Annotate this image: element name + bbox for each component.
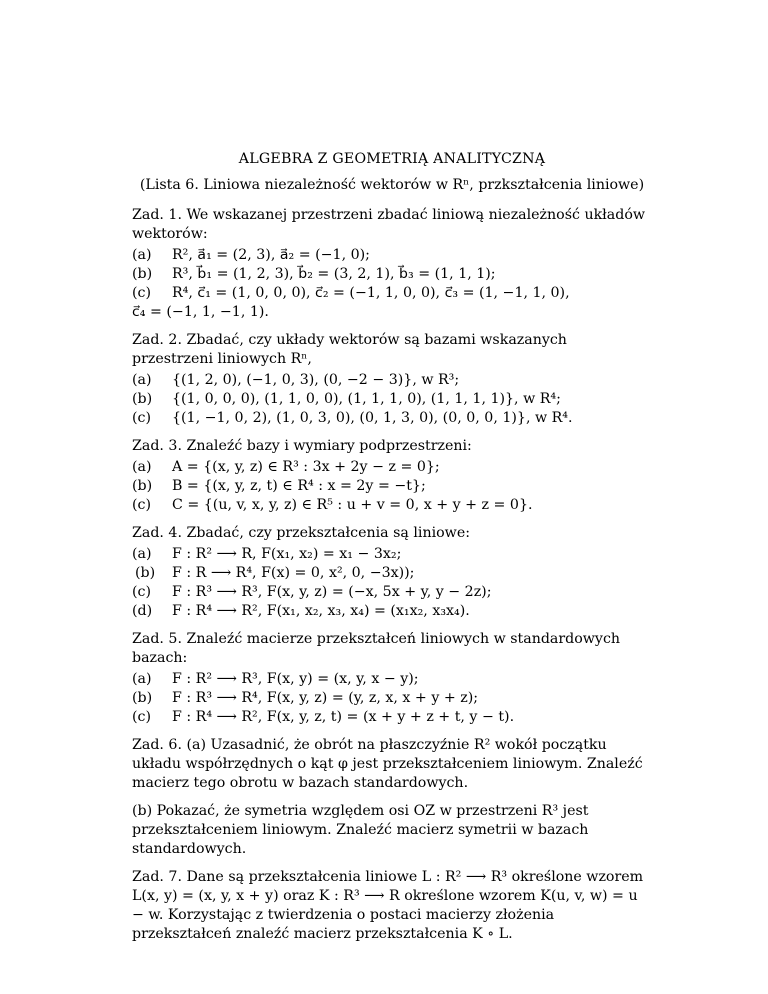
exercise-2 bbox=[132, 331, 652, 428]
item-label: (c) bbox=[132, 497, 152, 513]
exercise-5-item-a bbox=[132, 670, 652, 689]
item-label: (d) bbox=[132, 603, 153, 619]
exercise-3-item-c bbox=[132, 496, 652, 515]
document-content bbox=[132, 150, 652, 944]
item-label: (c) bbox=[132, 709, 152, 725]
item-text: F : R² ⟶ R, F(x₁, x₂) = x₁ − 3x₂; bbox=[172, 546, 402, 562]
item-text: A = {(x, y, z) ∈ R³ : 3x + 2y − z = 0}; bbox=[172, 459, 440, 475]
exercise-2-item-b bbox=[132, 390, 652, 409]
exercise-6-part-b: (b) Pokazać, że symetria względem osi OZ w przestrzeni R³ jest przekształceniem liniowym. Znaleźć macierz symetrii w bazach standardowych. bbox=[132, 803, 589, 857]
exercise-4-item-a bbox=[132, 545, 652, 564]
exercise-1-continuation: c⃗₄ = (−1, 1, −1, 1). bbox=[132, 304, 269, 320]
item-text: F : R² ⟶ R³, F(x, y) = (x, y, x − y); bbox=[172, 671, 419, 687]
exercise-7 bbox=[132, 868, 652, 944]
exercise-3-item-a bbox=[132, 458, 652, 477]
exercise-5-item-c bbox=[132, 708, 652, 727]
exercise-3-item-b bbox=[132, 477, 652, 496]
item-text: B = {(x, y, z, t) ∈ R⁴ : x = 2y = −t}; bbox=[172, 478, 426, 494]
exercise-7-text: Zad. 7. Dane są przekształcenia liniowe L : R² ⟶ R³ określone wzorem L(x, y) = (x, y, x + y) oraz K : R³ ⟶ R określone wzorem K(u, v, w) = u − w. Korzystając z twierdzenia o postaci macierzy złożenia przekształceń znaleźć macierz przekształcenia K ∘ L. bbox=[132, 869, 644, 942]
item-label: (c) bbox=[132, 584, 152, 600]
item-label: (a) bbox=[132, 247, 152, 263]
item-text: R³, b⃗₁ = (1, 2, 3), b⃗₂ = (3, 2, 1), b⃗₃ = (1, 1, 1); bbox=[172, 266, 496, 282]
item-text: F : R⁴ ⟶ R², F(x₁, x₂, x₃, x₄) = (x₁x₂, x₃x₄). bbox=[172, 603, 470, 619]
exercise-5-text: Zad. 5. Znaleźć macierze przekształceń liniowych w standardowych bazach: bbox=[132, 631, 621, 666]
exercise-6-part-a: Zad. 6. (a) Uzasadnić, że obrót na płaszczyźnie R² wokół początku układu współrzędnych o kąt φ jest przekształceniem liniowym. Znaleźć macierz tego obrotu w bazach standardowych. bbox=[132, 737, 643, 791]
exercise-3 bbox=[132, 437, 652, 515]
item-text: C = {(u, v, x, y, z) ∈ R⁵ : u + v = 0, x + y + z = 0}. bbox=[172, 497, 533, 513]
exercise-1-item-c bbox=[132, 284, 652, 303]
exercise-1-text: Zad. 1. We wskazanej przestrzeni zbadać liniową niezależność układów wektorów: bbox=[132, 207, 646, 242]
item-text: F : R³ ⟶ R³, F(x, y, z) = (−x, 5x + y, y − 2z); bbox=[172, 584, 492, 600]
item-text: {(1, −1, 0, 2), (1, 0, 3, 0), (0, 1, 3, 0), (0, 0, 0, 1)}, w R⁴. bbox=[172, 410, 573, 426]
exercise-4-item-c bbox=[132, 583, 652, 602]
item-label: (a) bbox=[132, 459, 152, 475]
exercise-2-item-a bbox=[132, 371, 652, 390]
exercise-4-text: Zad. 4. Zbadać, czy przekształcenia są liniowe: bbox=[132, 525, 471, 541]
exercise-1-item-b bbox=[132, 265, 652, 284]
page-subtitle: (Lista 6. Liniowa niezależność wektorów w Rⁿ, przkształcenia liniowe) bbox=[139, 177, 645, 193]
item-label: (a) bbox=[132, 372, 152, 388]
item-label: (b) bbox=[132, 690, 153, 706]
exercise-4 bbox=[132, 524, 652, 621]
page-title: ALGEBRA Z GEOMETRIĄ ANALITYCZNĄ bbox=[238, 151, 546, 167]
exercise-5-item-b bbox=[132, 689, 652, 708]
item-label: (b) bbox=[132, 266, 153, 282]
item-text: F : R⁴ ⟶ R², F(x, y, z, t) = (x + y + z + t, y − t). bbox=[172, 709, 515, 725]
exercise-5 bbox=[132, 630, 652, 727]
exercise-6 bbox=[132, 736, 652, 859]
item-text: {(1, 0, 0, 0), (1, 1, 0, 0), (1, 1, 1, 0), (1, 1, 1, 1)}, w R⁴; bbox=[172, 391, 561, 407]
exercise-1-item-a bbox=[132, 246, 652, 265]
exercise-2-text: Zad. 2. Zbadać, czy układy wektorów są bazami wskazanych przestrzeni liniowych Rⁿ, bbox=[132, 332, 567, 367]
item-label: (b) bbox=[135, 565, 156, 581]
exercise-1 bbox=[132, 206, 652, 322]
item-label: (b) bbox=[132, 391, 153, 407]
item-text: F : R³ ⟶ R⁴, F(x, y, z) = (y, z, x, x + y + z); bbox=[172, 690, 479, 706]
exercise-4-item-d bbox=[132, 602, 652, 621]
exercise-2-item-c bbox=[132, 409, 652, 428]
exercise-4-item-b bbox=[132, 564, 652, 583]
item-text: R², a⃗₁ = (2, 3), a⃗₂ = (−1, 0); bbox=[172, 247, 370, 263]
item-label: (b) bbox=[132, 478, 153, 494]
item-text: R⁴, c⃗₁ = (1, 0, 0, 0), c⃗₂ = (−1, 1, 0, 0), c⃗₃ = (1, −1, 1, 0), bbox=[172, 285, 570, 301]
item-label: (c) bbox=[132, 410, 152, 426]
exercise-3-text: Zad. 3. Znaleźć bazy i wymiary podprzestrzeni: bbox=[132, 438, 472, 454]
item-label: (c) bbox=[132, 285, 152, 301]
item-label: (a) bbox=[132, 546, 152, 562]
item-text: F : R ⟶ R⁴, F(x) = 0, x², 0, −3x)); bbox=[172, 565, 415, 581]
item-label: (a) bbox=[132, 671, 152, 687]
item-text: {(1, 2, 0), (−1, 0, 3), (0, −2 − 3)}, w R³; bbox=[172, 372, 460, 388]
